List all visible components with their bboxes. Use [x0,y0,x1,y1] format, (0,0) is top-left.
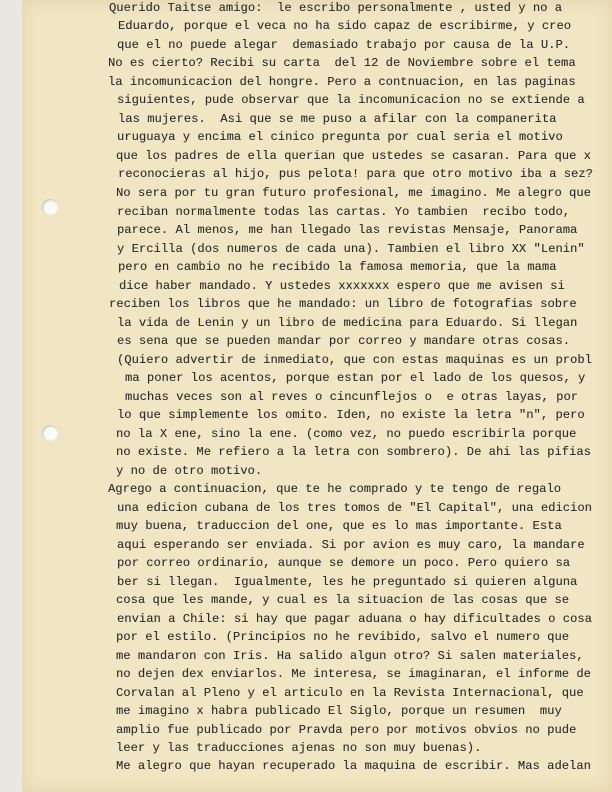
text-line: y Ercilla (dos numeros de cada una). Tambien el libro XX "Lenin" [117,242,585,256]
text-line: reconocieras al hijo, pus pelota! para que otro motivo iba a sez? [118,167,593,181]
text-line: Corvalan al Pleno y el articulo en la Revista Internacional, que [116,686,584,700]
text-line: una edicion cubana de los tres tomos de "El Capital", una edicion [117,501,592,515]
text-line: parece. Al menos, me han llegado las revistas Mensaje, Panorama [117,223,578,237]
text-line: que el no puede alegar demasiado trabajo por causa de la U.P. [117,38,571,52]
text-line: la vida de Lenin y un libro de medicina para Eduardo. Si llegan [117,316,578,330]
text-line: No sera por tu gran futuro profesional, me imagino. Me alegro que [116,186,591,200]
text-line: amplio fue publicado por Pravda pero por motivos obvios no pude [116,723,577,737]
text-line: ber si llegan. Igualmente, les he preguntado si quieren alguna [117,575,578,589]
text-line: muchas veces son al reves o cincunflejos o e otras layas, por [125,390,579,404]
typed-letter-page [22,0,612,792]
text-line: (Quiero advertir de inmediato, que con estas maquinas es un probl [117,353,592,367]
text-line: no existe. Me refiero a la letra con sombrero). De ahi las pifias [116,445,591,459]
text-line: no la X ene, sino la ene. (como vez, no puedo escribirla porque [116,427,577,441]
scan-background-margin [0,0,22,792]
text-line: Querido Taitse amigo: le escribo personalmente , usted y no a [109,1,563,15]
text-line: por correo ordinario, aunque se demore un poco. Pero quiero sa [117,556,571,570]
text-line: cosa que les mande, y cual es la situacion de las cosas que se [116,593,570,607]
text-line: Me alegro que hayan recuperado la maquina de escribir. Mas adelan [116,759,591,773]
text-line: y no de otro motivo. [116,464,263,478]
text-line: no dejen dex enviarlos. Me interesa, se imaginaran, el informe de [116,667,591,681]
punch-hole-upper [42,199,58,215]
text-line: dice haber mandado. Y ustedes xxxxxxx espero que me avisen si [119,279,565,293]
text-line: muy buena, traduccion del one, que es lo mas importante. Esta [116,519,562,533]
text-line: leer y las traducciones ajenas no son muy buenas). [116,741,482,755]
text-line: reciben los libros que he mandado: un libro de fotografias sobre [109,297,577,311]
text-line: aqui esperando ser enviada. Si por avion es muy caro, la mandare [117,538,585,552]
text-line: es sena que se pueden mandar por correo y mandare otras cosas. [117,334,571,348]
text-line: envian a Chile: si hay que pagar aduana o hay dificultades o cosa [117,612,592,626]
text-line: me mandaron con Iris. Ha salido algun otro? Si salen materiales, [116,649,584,663]
text-line: lo que simplemente los omito. Iden, no existe la letra "n", pero [117,408,585,422]
text-line: me imagino x habra publicado El Siglo, porque un resumen muy [116,704,562,718]
text-line: por el estilo. (Principios no he revibido, salvo el numero que [116,630,570,644]
text-line: las mujeres. Asi que se me puso a afilar con la companerita [118,112,557,126]
text-line: No es cierto? Recibi su carta del 12 de Noviembre sobre el tema [108,56,576,70]
text-line: Agrego a continuacion, que te he comprado y te tengo de regalo [108,482,562,496]
text-line: pero en cambio no he recibido la famosa memoria, que la mama [118,260,557,274]
text-line: siguientes, pude observar que la incomunicacion no se extiende a [117,93,585,107]
text-line: ma poner los acentos, porque estan por el lado de los quesos, y [125,371,586,385]
text-line: la incomunicacion del hongre. Pero a contnuacion, en las paginas [108,75,576,89]
text-line: Eduardo, porque el veca no ha sido capaz de escribirme, y creo [118,19,572,33]
text-line: uruguaya y encima el cinico pregunta por cual seria el motivo [117,130,563,144]
punch-hole-lower [42,425,58,441]
text-line: que los padres de ella querian que ustedes se casaran. Para que x [116,149,591,163]
text-line: reciban normalmente todas las cartas. Yo tambien recibo todo, [117,205,571,219]
